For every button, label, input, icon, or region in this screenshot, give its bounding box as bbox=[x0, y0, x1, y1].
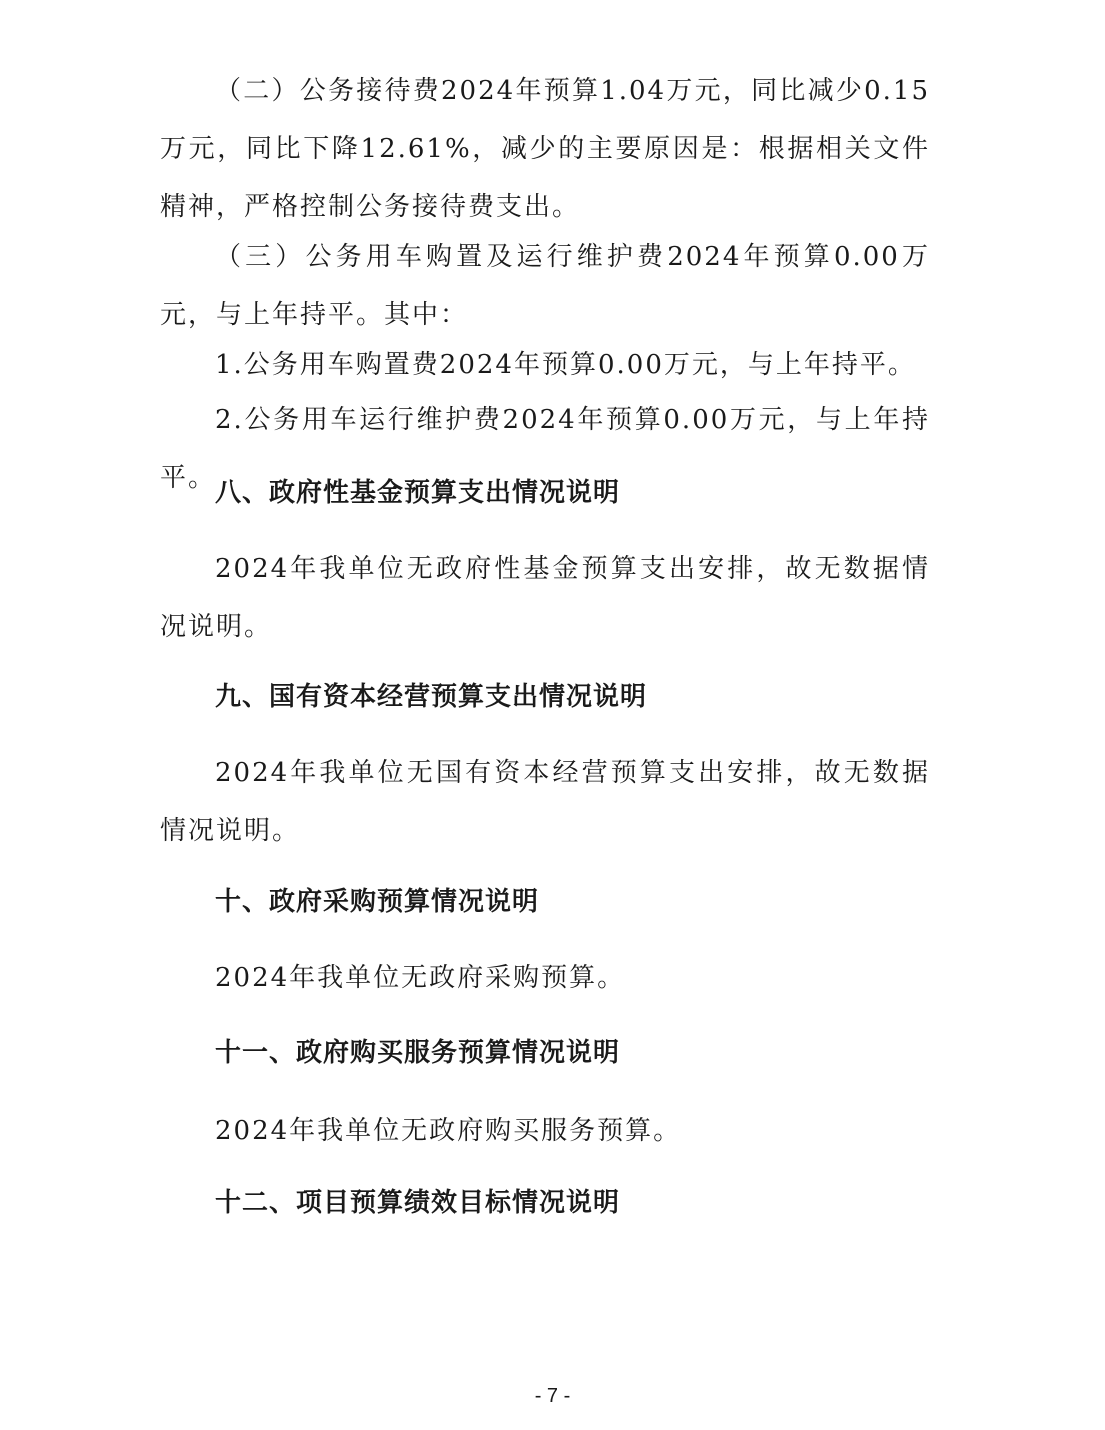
paragraph-government-procurement: 2024年我单位无政府采购预算。 bbox=[215, 963, 626, 993]
paragraph-government-fund: 2024年我单位无政府性基金预算支出安排，故无数据情况说明。 bbox=[160, 554, 930, 642]
paragraph-vehicle-maintenance: 2.公务用车运行维护费2024年预算0.00万元，与上年持平。 bbox=[160, 405, 930, 493]
paragraph-vehicle-fee: （三）公务用车购置及运行维护费2024年预算0.00万元，与上年持平。其中： bbox=[160, 242, 930, 330]
heading-government-procurement: 十、政府采购预算情况说明 bbox=[215, 887, 540, 917]
heading-state-capital: 九、国有资本经营预算支出情况说明 bbox=[215, 682, 648, 712]
heading-purchased-services: 十一、政府购买服务预算情况说明 bbox=[215, 1038, 621, 1068]
paragraph-purchased-services: 2024年我单位无政府购买服务预算。 bbox=[215, 1116, 682, 1146]
heading-performance-targets: 十二、项目预算绩效目标情况说明 bbox=[215, 1188, 621, 1218]
paragraph-hospitality-fee: （二）公务接待费2024年预算1.04万元，同比减少0.15万元，同比下降12.61%，减少的主要原因是：根据相关文件精神，严格控制公务接待费支出。 bbox=[160, 76, 930, 222]
heading-government-fund: 八、政府性基金预算支出情况说明 bbox=[215, 478, 621, 508]
paragraph-state-capital: 2024年我单位无国有资本经营预算支出安排，故无数据情况说明。 bbox=[160, 758, 930, 846]
page-number: - 7 - bbox=[534, 1385, 571, 1407]
paragraph-vehicle-purchase: 1.公务用车购置费2024年预算0.00万元，与上年持平。 bbox=[215, 350, 916, 380]
